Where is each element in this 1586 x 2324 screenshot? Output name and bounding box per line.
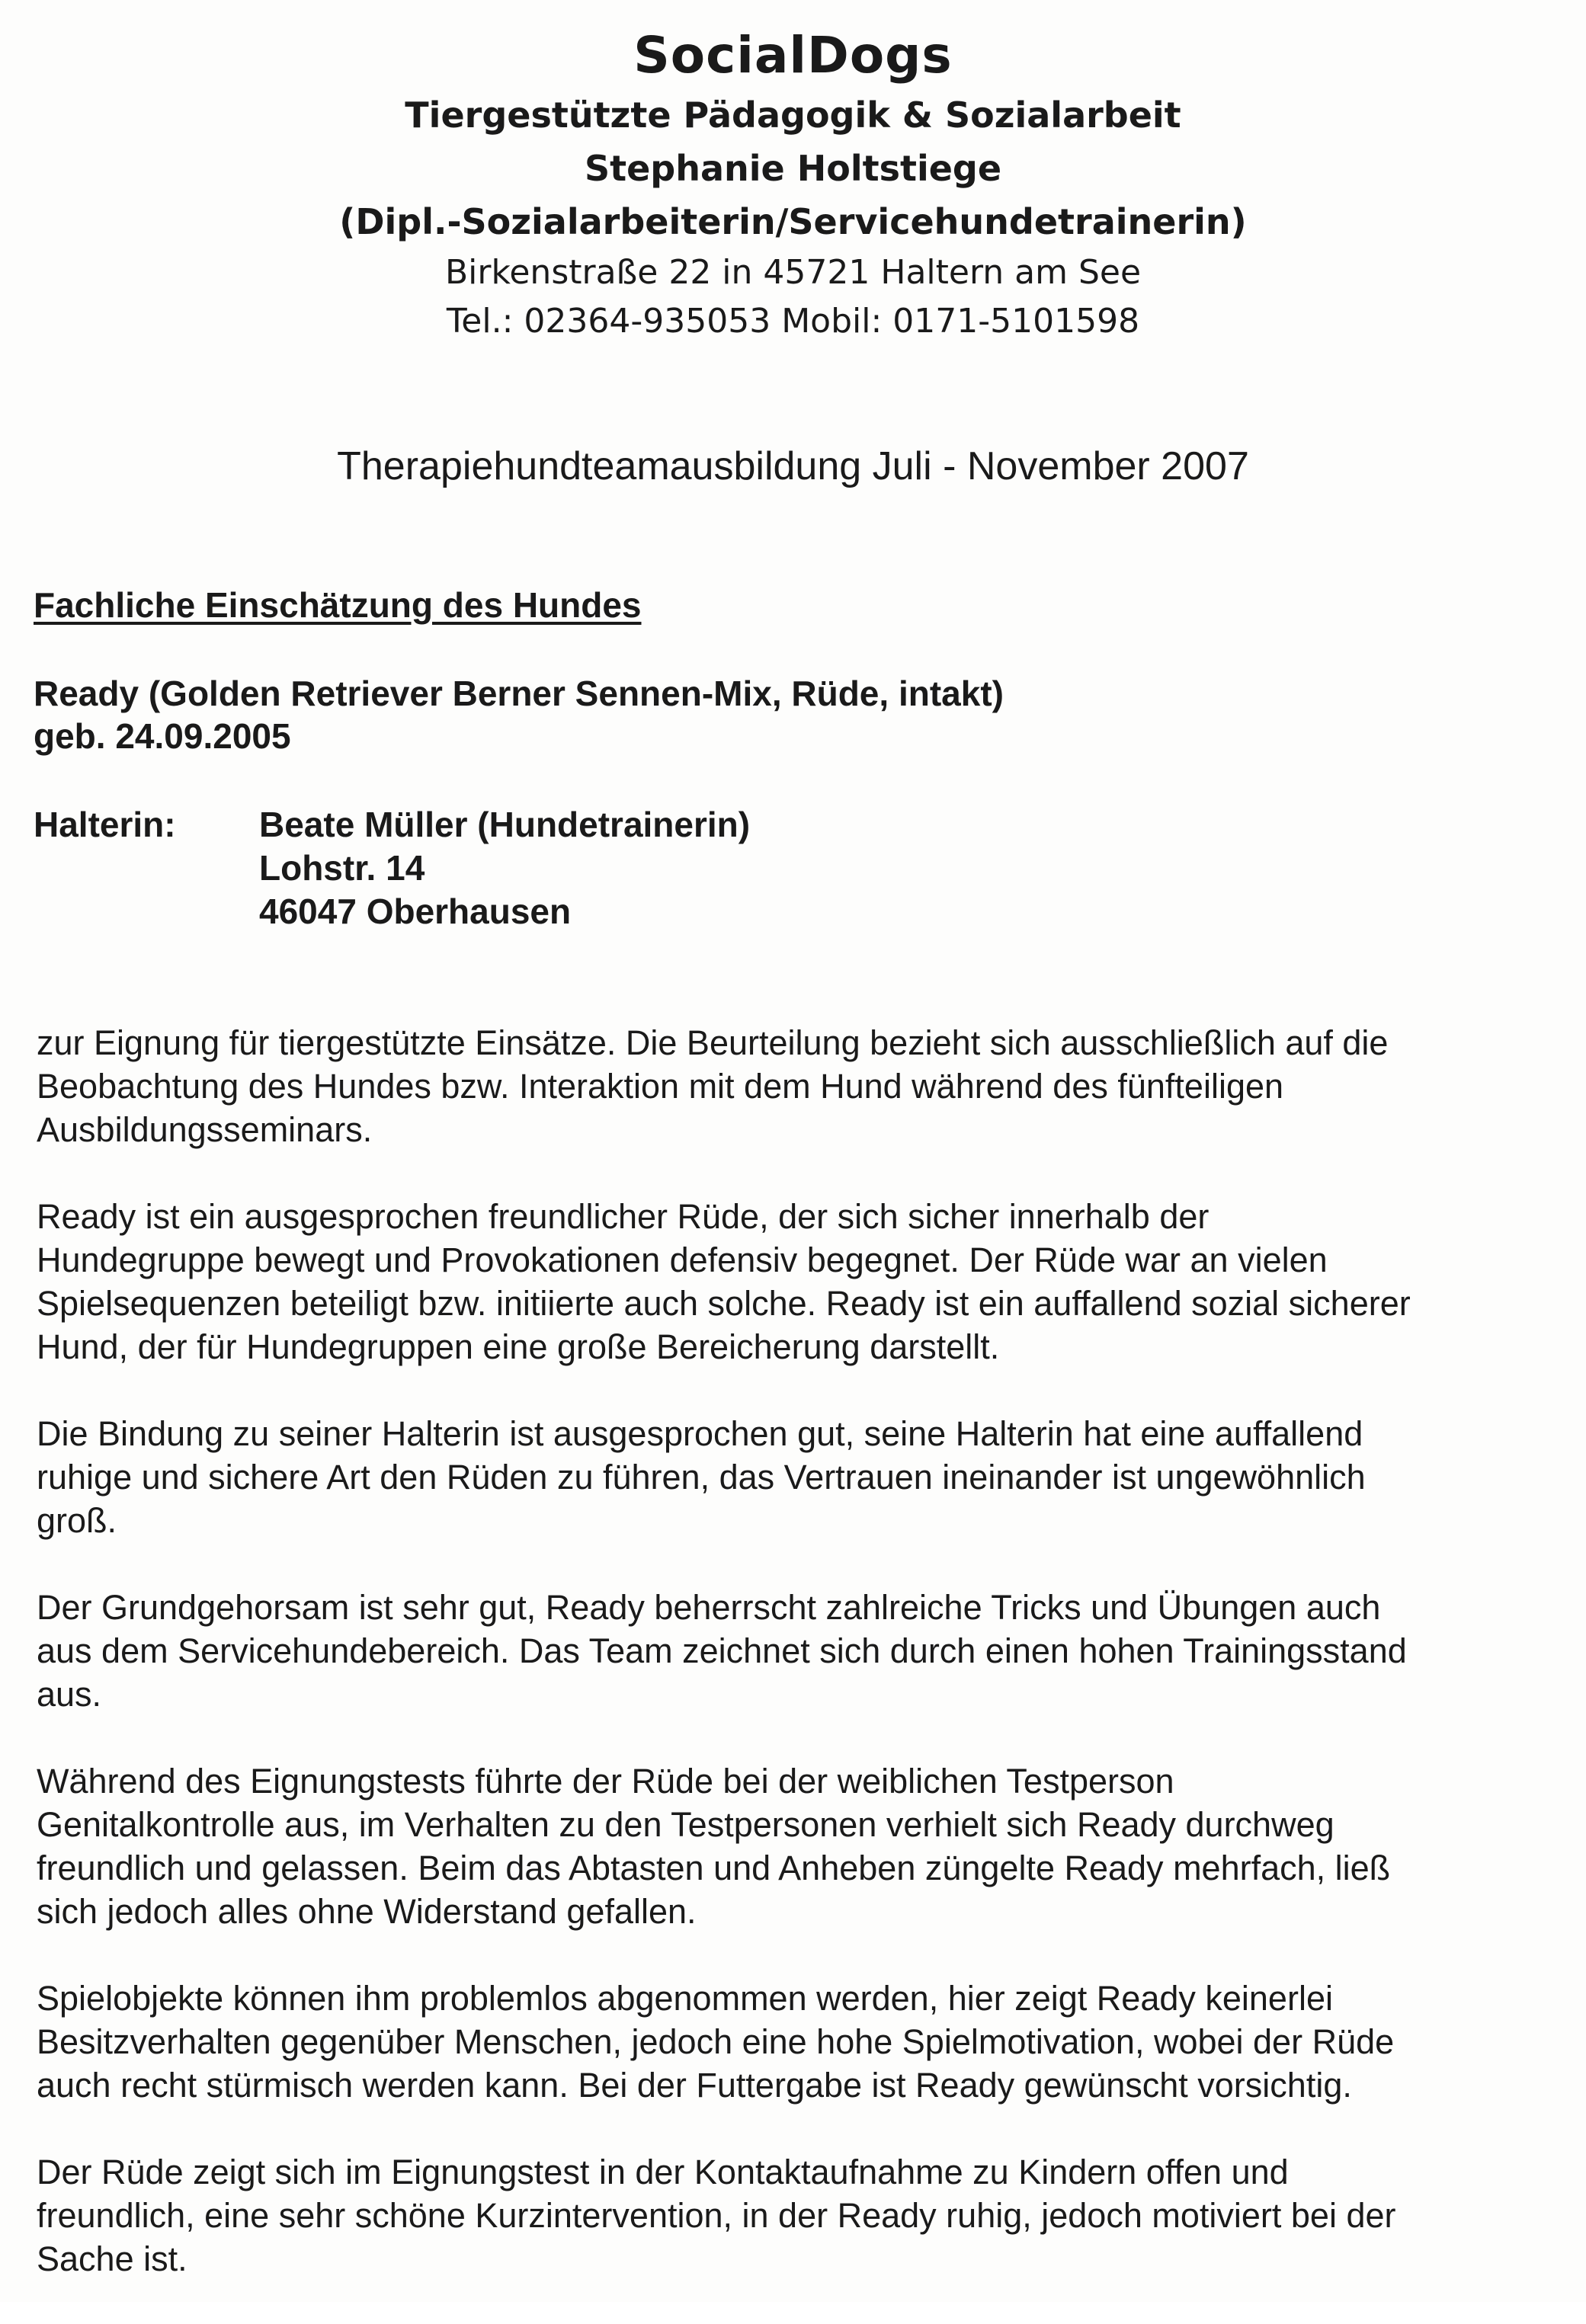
paragraph: Der Rüde zeigt sich im Eignungstest in der Kontaktaufnahme zu Kindern offen und freundlich, eine sehr schöne Kurzintervention, in der Ready ruhig, jedoch motiviert bei der Sache ist.: [37, 2153, 1396, 2278]
dog-info: [34, 672, 1004, 757]
owner-street: Lohstr. 14: [259, 848, 425, 888]
paragraph: Die Bindung zu seiner Halterin ist ausgesprochen gut, seine Halterin hat eine auffallend ruhige und sichere Art den Rüden zu führen, das Vertrauen ineinander ist ungewöhnlich groß.: [37, 1414, 1366, 1540]
section-title: Fachliche Einschätzung des Hundes: [34, 585, 642, 625]
letterhead-subtitle: Tiergestützte Pädagogik & Sozialarbeit: [405, 94, 1181, 136]
owner-label: Halterin:: [34, 805, 176, 844]
paragraph: Der Grundgehorsam ist sehr gut, Ready beherrscht zahlreiche Tricks und Übungen auch aus dem Servicehundebereich. Das Team zeichnet sich durch einen hohen Trainingsstand aus.: [37, 1588, 1407, 1714]
letterhead-qualification: (Dipl.-Sozialarbeiterin/Servicehundetrainerin): [339, 201, 1247, 242]
assessment-body: [37, 1021, 1561, 2324]
document-heading: Therapiehundteamausbildung Juli - November 2007: [337, 444, 1249, 488]
letterhead-person-name: Stephanie Holtstiege: [584, 148, 1002, 189]
dog-name-breed: Ready (Golden Retriever Berner Sennen-Mix, Rüde, intakt): [34, 674, 1004, 713]
paragraph: Spielobjekte können ihm problemlos abgenommen werden, hier zeigt Ready keinerlei Besitzverhalten gegenüber Menschen, jedoch eine hohe Spielmotivation, wobei der Rüde auch recht stürmisch werden kann. Bei der Futtergabe ist Ready gewünscht vorsichtig.: [37, 1979, 1395, 2105]
letterhead-address: Birkenstraße 22 in 45721 Haltern am See: [444, 253, 1142, 292]
brand-name: SocialDogs: [633, 26, 953, 85]
dog-birthdate: geb. 24.09.2005: [34, 716, 291, 756]
owner-address: [259, 803, 750, 933]
paragraph: zur Eignung für tiergestützte Einsätze. Die Beurteilung bezieht sich ausschließlich auf die Beobachtung des Hundes bzw. Interaktion mit dem Hund während des fünfteiligen Ausbildungsseminars.: [37, 1023, 1389, 1149]
owner-city: 46047 Oberhausen: [259, 892, 572, 931]
letterhead: [0, 23, 1586, 346]
paragraph: Während des Eignungstests führte der Rüde bei der weiblichen Testperson Genitalkontrolle aus, im Verhalten zu den Testpersonen verhielt sich Ready durchweg freundlich und gelassen. Beim das Abtasten und Anheben züngelte Ready mehrfach, ließ sich jedoch alles ohne Widerstand gefallen.: [37, 1762, 1391, 1931]
owner-name: Beate Müller (Hundetrainerin): [259, 805, 751, 844]
paragraph: Ready ist ein ausgesprochen freundlicher Rüde, der sich sicher innerhalb der Hundegruppe bewegt und Provokationen defensiv begegnet. Der Rüde war an vielen Spielsequenzen beteiligt bzw. initiierte auch solche. Ready ist ein auffallend sozial sicherer Hund, der für Hundegruppen eine große Bereicherung darstellt.: [37, 1197, 1411, 1366]
letterhead-phone: Tel.: 02364-935053 Mobil: 0171-5101598: [446, 302, 1140, 341]
